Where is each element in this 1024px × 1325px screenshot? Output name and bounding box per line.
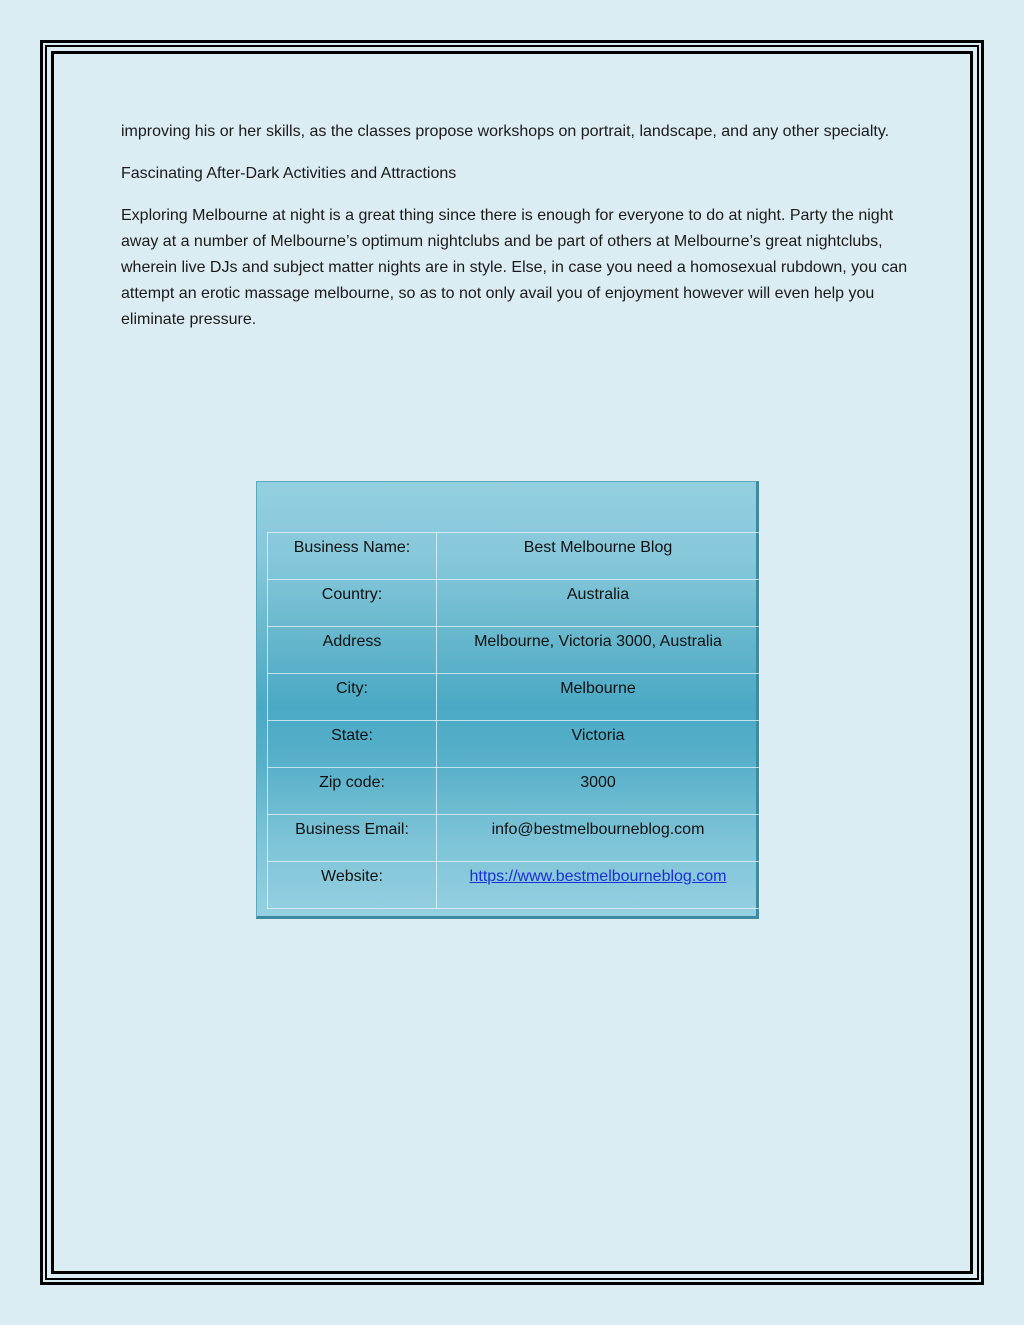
website-link[interactable]: https://www.bestmelbourneblog.com <box>469 868 727 885</box>
paragraph-night-activities: Exploring Melbourne at night is a great thing since there is enough for everyone to do at night. Party the night away at a number of Melbourne’s optimum nightclubs and be part of others at Melbourne’s great nightclubs, wherein live DJs and subject matter nights are in style. Else, in case you need a homosexual rubdown, you can attempt an erotic massage melbourne, so as to not only avail you of enjoyment however will even help you eliminate pressure. <box>121 207 908 328</box>
table-row <box>268 862 760 909</box>
address-label: Address <box>268 627 437 674</box>
city-label: City: <box>268 674 437 721</box>
table-row <box>268 815 760 862</box>
table-row <box>268 533 760 580</box>
business-info-card <box>256 481 759 919</box>
city-value: Melbourne <box>437 674 760 721</box>
table-row <box>268 721 760 768</box>
address-value: Melbourne, Victoria 3000, Australia <box>437 627 760 674</box>
business-email-value: info@bestmelbourneblog.com <box>437 815 760 862</box>
table-row <box>268 580 760 627</box>
table-row <box>268 674 760 721</box>
paragraph-classes: improving his or her skills, as the classes propose workshops on portrait, landscape, and any other specialty. <box>121 123 890 140</box>
business-email-label: Business Email: <box>268 815 437 862</box>
state-value: Victoria <box>437 721 760 768</box>
business-name-value: Best Melbourne Blog <box>437 533 760 580</box>
table-row <box>268 768 760 815</box>
business-info-table <box>267 532 760 909</box>
zip-code-value: 3000 <box>437 768 760 815</box>
section-heading-after-dark: Fascinating After-Dark Activities and Attractions <box>121 165 457 182</box>
state-label: State: <box>268 721 437 768</box>
website-label: Website: <box>268 862 437 909</box>
table-row <box>268 627 760 674</box>
document-body <box>121 119 911 349</box>
website-cell <box>437 862 760 909</box>
country-value: Australia <box>437 580 760 627</box>
business-name-label: Business Name: <box>268 533 437 580</box>
zip-code-label: Zip code: <box>268 768 437 815</box>
country-label: Country: <box>268 580 437 627</box>
